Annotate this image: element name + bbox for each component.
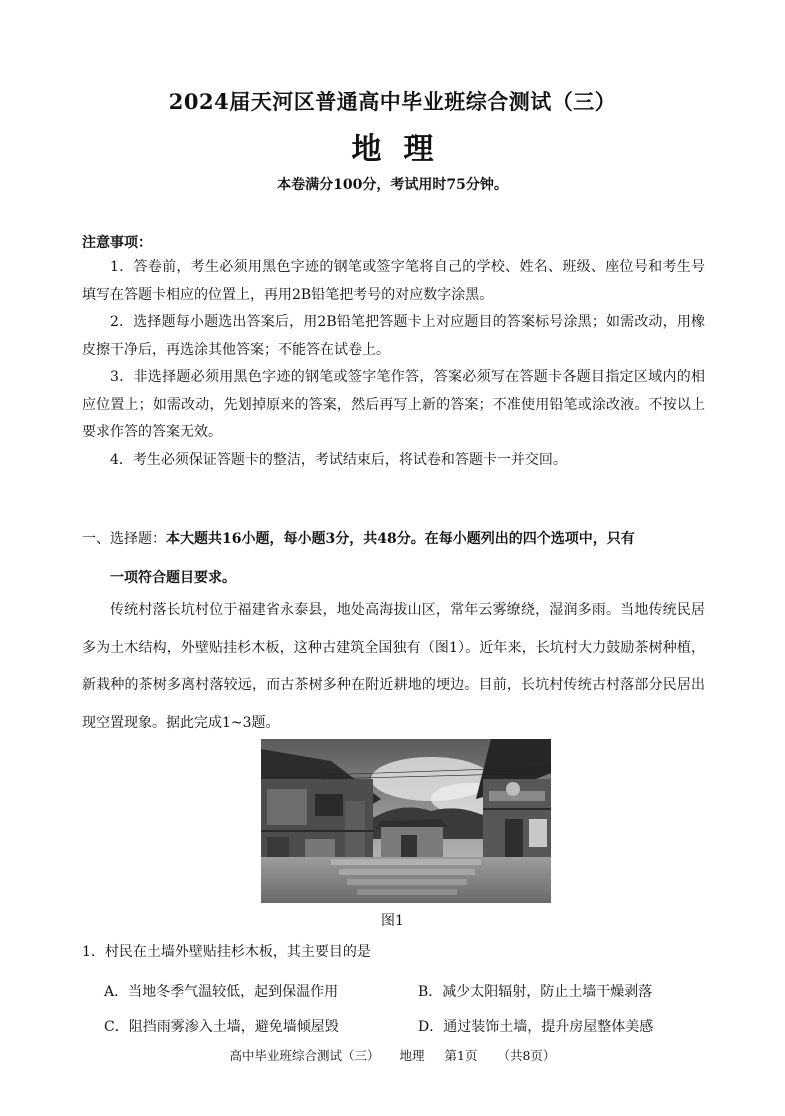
notice-item-3: 3．非选择题必须用黑色字迹的钢笔或签字笔作答，答案必须写在答题卡各题目指定区域内的相应位置上；如需改动，先划掉原来的答案，然后再写上新的答案；不准使用铅笔或涂改液。不按以上要求作答的答案无效。 [82,369,705,440]
question-1-option-d: D．通过装饰土墙，提升房屋整体美感 [418,1019,654,1035]
reading-passage: 传统村落长坑村位于福建省永泰县，地处高海拔山区，常年云雾缭绕，湿润多雨。当地传统民居多为土木结构，外壁贴挂杉木板，这种古建筑全国独有（图1）。近年来，长坑村大力鼓励茶树种植，新栽种的茶树多离村落较远，而古茶树多种在附近耕地的埂边。目前，长坑村传统古村落部分民居出现空置现象。据此完成1~3题。 [82,602,705,731]
section-instruction-cont: 一项符合题目要求。 [110,570,236,586]
footer-total: （共8页） [497,1048,556,1063]
notice-heading: 注意事项： [82,235,152,251]
question-1-option-a: A．当地冬季气温较低，起到保温作用 [104,984,339,1000]
footer-subject: 地理 [399,1048,425,1063]
notice-item-1: 1．答卷前，考生必须用黑色字迹的钢笔或签字笔将自己的学校、姓名、班级、座位号和考生号填写在答题卡相应的位置上，再用2B铅笔把考号的对应数字涂黑。 [82,259,705,303]
exam-title: 2024届天河区普通高中毕业班综合测试（三） [168,89,617,114]
figure-caption: 图1 [381,913,404,929]
village-photo [261,739,551,903]
section-number: 一、选择题： [82,531,166,547]
page-footer [0,1046,785,1064]
question-1-stem: 1．村民在土墙外壁贴挂杉木板，其主要目的是 [82,944,371,960]
section-instruction: 本大题共16小题，每小题3分，共48分。在每小题列出的四个选项中，只有 [166,531,635,547]
notice-item-2: 2．选择题每小题选出答案后，用2B铅笔把答题卡上对应题目的答案标号涂黑；如需改动，用橡皮擦干净后，再选涂其他答案；不能答在试卷上。 [82,314,705,358]
footer-page: 第1页 [444,1048,478,1063]
section-heading [82,520,705,598]
subject-heading: 地理 [351,132,456,167]
question-1-option-b: B．减少太阳辐射，防止土墙干燥剥落 [418,984,653,1000]
notice-item-4: 4．考生必须保证答题卡的整洁，考试结束后，将试卷和答题卡一并交回。 [110,452,567,468]
score-time-line: 本卷满分100分，考试用时75分钟。 [277,177,508,193]
question-1-option-c: C．阻挡雨雾渗入土墙，避免墙倾屋毁 [104,1019,339,1035]
footer-exam: 高中毕业班综合测试（三） [229,1048,380,1063]
